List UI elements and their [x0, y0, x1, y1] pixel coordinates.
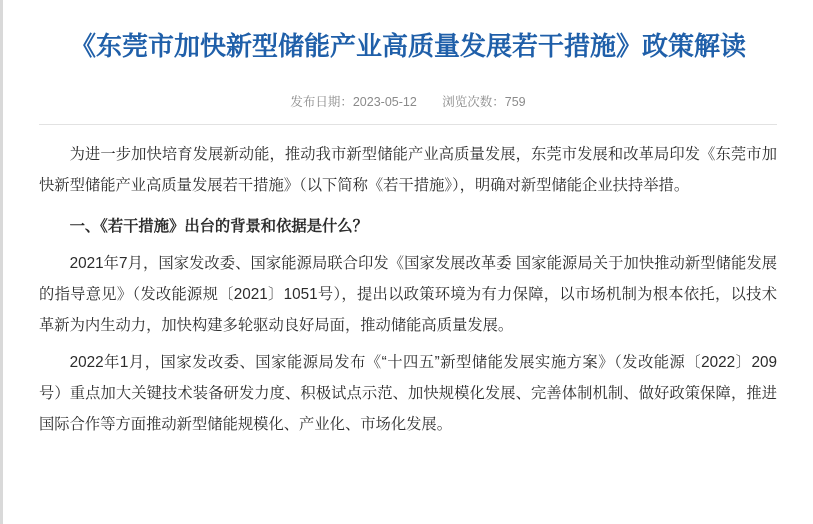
article-body	[39, 139, 777, 440]
view-count: 浏览次数：759	[442, 95, 526, 109]
document-meta	[39, 92, 777, 112]
page-title: 《东莞市加快新型储能产业高质量发展若干措施》政策解读	[69, 31, 746, 61]
document-content	[3, 0, 813, 440]
publish-date: 发布日期：2023-05-12	[290, 95, 417, 109]
meta-line	[290, 92, 525, 112]
paragraph-2021: 2021年7月，国家发改委、国家能源局联合印发《国家发展改革委 国家能源局关于加快推动新型储能发展的指导意见》（发改能源规〔2021〕1051号），提出以政策环境为有力保障，以市场机制为根本依托，以技术革新为内生动力，加快构建多轮驱动良好局面，推动储能高质量发展。	[39, 255, 777, 334]
paragraph-intro: 为进一步加快培育发展新动能，推动我市新型储能产业高质量发展，东莞市发展和改革局印发《东莞市加快新型储能产业高质量发展若干措施》（以下简称《若干措施》），明确对新型储能企业扶持举措。	[39, 146, 777, 194]
section-heading-1: 一、《若干措施》出台的背景和依据是什么？	[69, 218, 368, 235]
header-divider	[39, 124, 777, 125]
paragraph-2022: 2022年1月，国家发改委、国家能源局发布《“十四五”新型储能发展实施方案》（发改能源〔2022〕209号）重点加大关键技术装备研发力度、积极试点示范、加快规模化发展、完善体制机制、做好政策保障，推进国际合作等方面推动新型储能规模化、产业化、市场化发展。	[39, 354, 777, 433]
